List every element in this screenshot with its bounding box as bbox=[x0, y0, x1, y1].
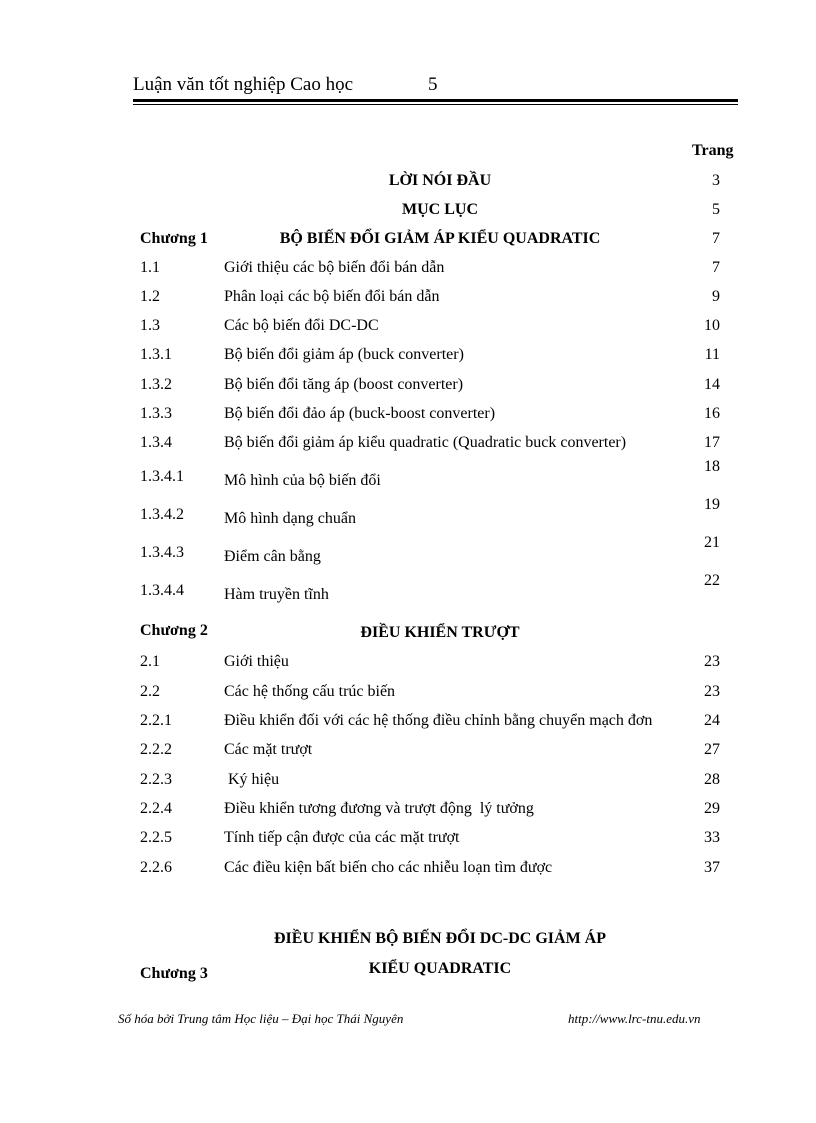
toc-entry bbox=[0, 800, 816, 824]
toc-entry-page: 17 bbox=[704, 434, 720, 451]
toc-entry-number: 1.3.4.4 bbox=[140, 582, 184, 599]
toc-chapter-row bbox=[0, 230, 816, 254]
toc-entry-page: 9 bbox=[712, 288, 720, 305]
toc-entry-page: 22 bbox=[704, 572, 720, 589]
toc-entry-number: 1.3.3 bbox=[140, 405, 172, 422]
toc-entry bbox=[0, 683, 816, 707]
toc-entry bbox=[0, 859, 816, 883]
toc-entry bbox=[0, 458, 816, 492]
toc-entry-title: Các mặt trượt bbox=[224, 741, 313, 758]
toc-entry bbox=[0, 741, 816, 765]
toc-entry bbox=[0, 572, 816, 606]
document-header-title: Luận văn tốt nghiệp Cao học bbox=[133, 74, 354, 95]
toc-entry-page: 10 bbox=[704, 317, 720, 334]
toc-entry-page: 28 bbox=[704, 771, 720, 788]
chapter-title: ĐIỀU KHIỂN BỘ BIẾN ĐỔI DC-DC GIẢM ÁP bbox=[273, 930, 607, 947]
chapter-label: Chương 1 bbox=[140, 230, 208, 247]
toc-entry-number: 1.3.4.1 bbox=[140, 468, 184, 485]
toc-entry-number: 1.3.2 bbox=[140, 376, 172, 393]
toc-entry-page: 24 bbox=[704, 712, 720, 729]
toc-entry-title: Các hệ thống cấu trúc biến bbox=[224, 683, 396, 700]
toc-entry-number: 1.2 bbox=[140, 288, 160, 305]
toc-entry-title: Điều khiển đối với các hệ thống điều chỉnh bằng chuyển mạch đơn bbox=[224, 712, 653, 729]
toc-entry-number: 1.3.4.2 bbox=[140, 506, 184, 523]
toc-page: 5 bbox=[712, 201, 720, 218]
toc-entry-page: 21 bbox=[704, 534, 720, 551]
chapter-label: Chương 3 bbox=[140, 965, 208, 982]
toc-entry-number: 2.2.1 bbox=[140, 712, 172, 729]
toc-entry bbox=[0, 288, 816, 312]
toc-entry-page: 37 bbox=[704, 859, 720, 876]
toc-entry-number: 1.3.4 bbox=[140, 434, 172, 451]
toc-entry bbox=[0, 496, 816, 530]
toc-entry bbox=[0, 376, 816, 400]
toc-heading: LỜI NÓI ĐẦU bbox=[388, 172, 492, 189]
toc-entry-title: Bộ biến đổi tăng áp (boost converter) bbox=[224, 376, 464, 393]
toc-entry bbox=[0, 434, 816, 458]
toc-entry bbox=[0, 771, 816, 795]
toc-chapter-row bbox=[0, 622, 816, 646]
toc-entry bbox=[0, 405, 816, 429]
toc-entry bbox=[0, 653, 816, 677]
toc-page: 3 bbox=[712, 172, 720, 189]
toc-entry-title: Điều khiển tương đương và trượt động lý tưởng bbox=[224, 800, 534, 817]
toc-entry-page: 27 bbox=[704, 741, 720, 758]
page-number: 5 bbox=[428, 74, 438, 95]
chapter-title: BỘ BIẾN ĐỔI GIẢM ÁP KIỂU QUADRATIC bbox=[279, 230, 601, 247]
toc-entry-page: 23 bbox=[704, 653, 720, 670]
toc-entry-title: Tính tiếp cận được của các mặt trượt bbox=[224, 829, 460, 846]
toc-entry-number: 1.1 bbox=[140, 259, 160, 276]
toc-entry bbox=[0, 317, 816, 341]
toc-entry-number: 2.2 bbox=[140, 683, 160, 700]
toc-page: 7 bbox=[712, 230, 720, 247]
toc-entry-page: 23 bbox=[704, 683, 720, 700]
toc-row-intro bbox=[0, 172, 816, 196]
toc-entry-page: 7 bbox=[712, 259, 720, 276]
toc-entry-title: Bộ biến đổi giảm áp (buck converter) bbox=[224, 346, 464, 363]
toc-entry bbox=[0, 259, 816, 283]
header-rule-thin bbox=[133, 104, 738, 105]
toc-entry-page: 11 bbox=[704, 346, 720, 363]
toc-entry-title: Các bộ biến đổi DC-DC bbox=[224, 317, 379, 334]
toc-entry bbox=[0, 346, 816, 370]
toc-entry-number: 2.2.3 bbox=[140, 771, 172, 788]
toc-entry-title: Ký hiệu bbox=[224, 771, 280, 788]
toc-entry-page: 16 bbox=[704, 405, 720, 422]
toc-entry-title: Hàm truyền tĩnh bbox=[224, 586, 329, 603]
toc-entry-title: Các điều kiện bất biến cho các nhiễu loạn tìm được bbox=[224, 859, 553, 876]
toc-page-column-label: Trang bbox=[692, 142, 734, 159]
toc-entry-title: Giới thiệu các bộ biến đổi bán dẫn bbox=[224, 259, 445, 276]
chapter-title-line2: KIỂU QUADRATIC bbox=[368, 960, 512, 977]
toc-entry-number: 2.2.2 bbox=[140, 741, 172, 758]
toc-entry-number: 1.3 bbox=[140, 317, 160, 334]
toc-entry-number: 1.3.1 bbox=[140, 346, 172, 363]
toc-entry-title: Mô hình của bộ biến đổi bbox=[224, 472, 381, 489]
toc-entry bbox=[0, 829, 816, 853]
chapter-title: ĐIỀU KHIỂN TRƯỢT bbox=[360, 624, 520, 641]
toc-entry-title: Phân loại các bộ biến đổi bán dẫn bbox=[224, 288, 440, 305]
toc-entry-page: 29 bbox=[704, 800, 720, 817]
chapter-label: Chương 2 bbox=[140, 622, 208, 639]
toc-entry-title: Bộ biến đổi giảm áp kiểu quadratic (Quadratic buck converter) bbox=[224, 434, 627, 451]
toc-entry-title: Điểm cân bằng bbox=[224, 548, 321, 565]
toc-entry-page: 33 bbox=[704, 829, 720, 846]
toc-entry bbox=[0, 534, 816, 568]
toc-entry bbox=[0, 712, 816, 736]
toc-entry-number: 2.2.6 bbox=[140, 859, 172, 876]
toc-entry-number: 2.2.5 bbox=[140, 829, 172, 846]
footer-source: Số hóa bởi Trung tâm Học liệu – Đại học Thái Nguyên bbox=[118, 1011, 404, 1026]
toc-entry-title: Mô hình dạng chuẩn bbox=[224, 510, 356, 527]
toc-entry-title: Bộ biến đổi đảo áp (buck-boost converter) bbox=[224, 405, 496, 422]
toc-heading: MỤC LỤC bbox=[402, 201, 478, 218]
toc-entry-title: Giới thiệu bbox=[224, 653, 289, 670]
footer-url: http://www.lrc-tnu.edu.vn bbox=[568, 1011, 701, 1026]
header-rule-thick bbox=[133, 99, 738, 102]
toc-row-intro bbox=[0, 201, 816, 225]
toc-entry-page: 18 bbox=[704, 458, 720, 475]
toc-entry-number: 1.3.4.3 bbox=[140, 544, 184, 561]
toc-entry-page: 14 bbox=[704, 376, 720, 393]
toc-entry-number: 2.2.4 bbox=[140, 800, 172, 817]
toc-entry-number: 2.1 bbox=[140, 653, 160, 670]
toc-entry-page: 19 bbox=[704, 496, 720, 513]
